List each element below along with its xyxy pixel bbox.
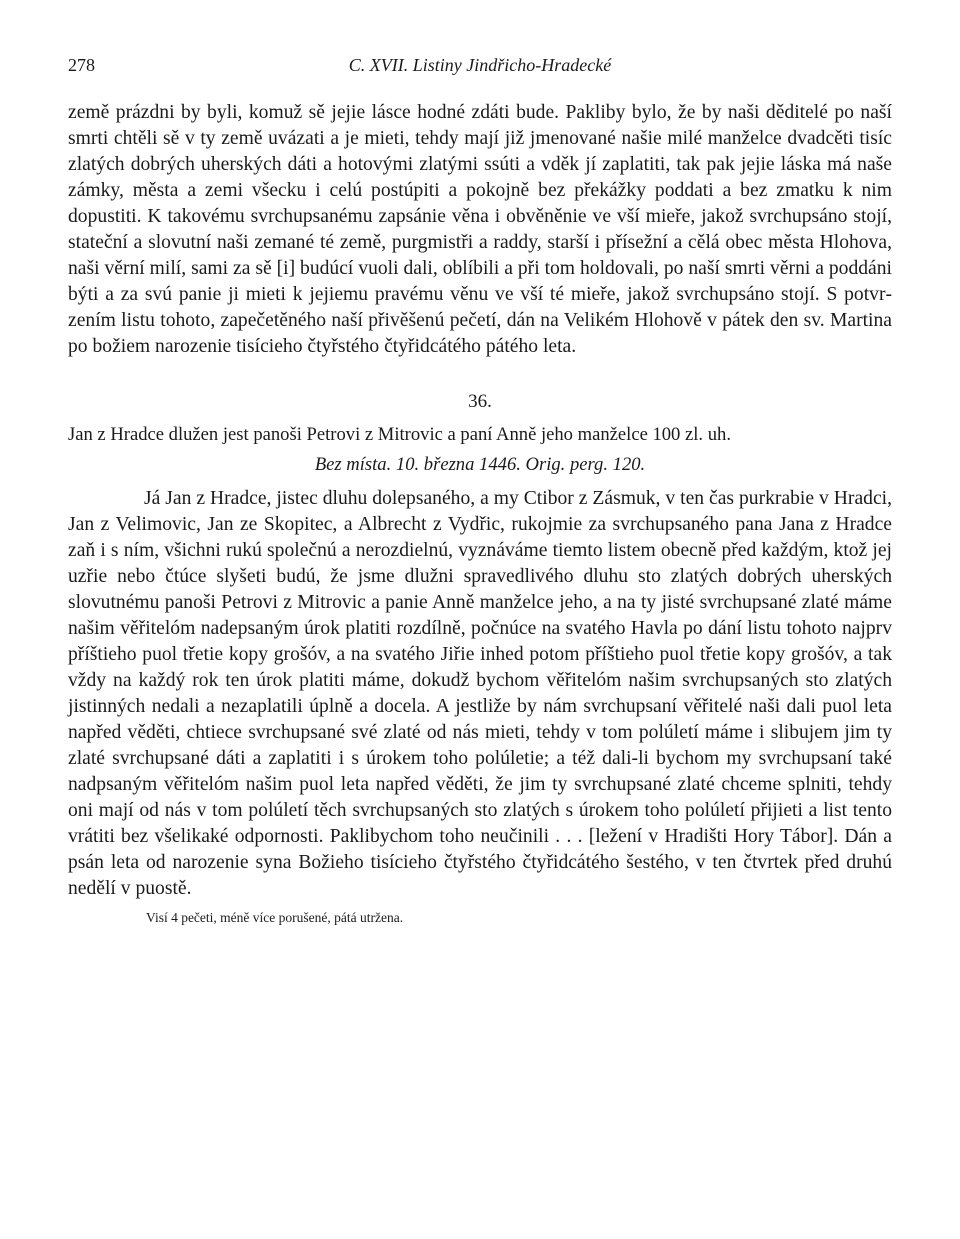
document-text (68, 486, 892, 902)
document-paragraph: Já Jan z Hradce, jistec dluhu dolepsaného, a my Ctibor z Zásmuk, v ten čas purkrabie v Hradci, Jan z Velimovic, Jan ze Skopitec, a Albrecht z Vydřic, rukojmie za svrchupsaného pana Jana z Hradce zaň i s ním, všichni rukú společnú a nerozdielnú, vyznáváme tiemto listem obecně před každým, ktož jej uzřie nebo čtúce slyšeti budú, že jsme dlužni spravedlivého dluhu sto zlatých dobrých uherských slovutnému panoši Petrovi z Mitrovic a panie Anně manželce jeho, a na ty jisté svrchupsané zlaté máme našim věřitelóm nadepsaným úrok platiti rozdílně, počnúce na svatého Havla po dání listu tohoto najprv příštieho puol třetie kopy grošóv, a na svatého Jiřie inhed potom příštieho puol třetie kopy grošóv, a tak vždy na každý rok ten úrok platiti máme, dokudž bychom věřitelóm našim svrchupsaných sto zlatých jistinných nedali a nezaplatili úplně a docela. A jestliže by nám svrchupsaní věřitelé naši dali puol leta napřed věděti, chtiece svrchupsané své zlaté od nás mieti, tehdy v tom polúletí máme i slibujem jim ty zlaté svrchupsané dáti a zaplatiti i s úrokem toho polúletie; a též dali-li bychom my svrchupsaní také nadpsaným věřitelóm našim puol leta napřed věděti, že jim ty svrchupsané zlaté chceme splniti, tehdy oni mají od nás v tom polúletí těch svrchupsaných sto zlatých s úrokem toho polúletí přijieti a list tento vrátiti bez všelikaké odpornosti. Paklibychom toho neučinili . . . [ležení v Hradišti Hory Tábor]. Dán a psán leta od narozenie syna Božieho tisícieho čtyřstého čtyřidcátého šestého, v ten čtvrtek před druhú nedělí v puostě. (68, 488, 892, 899)
previous-document-text: země prázdni by byli, komuž sě jejie lásce hodné zdáti bude. Pakliby bylo, že by naši děditelé po naší smrti chtěli sě v ty země uvázati a je mieti, tehdy mají již jmenované našie milé manželce dvadcěti tisíc zlatých dobrých uherských dáti a hotovými zlatými ssúti a vděk jí zaplatiti, tak pak jejie láska má naše zámky, města a zemi všecku i celú postúpiti a pokojně bez překážky poddati a bez zmatku k nim dopustiti. K takovému svrchupsanému zapsánie věna i obvěněnie ve vší mieře, jakož svrchupsáno stojí, stateční a slovutní naši zemané té země, purgmistři a raddy, starší i přísežní a cělá obec města Hlohova, naši věrní milí, sami za sě [i] budúcí vuoli dali, oblíbili a při tom holdovali, po naší smrti věrni a poddáni býti a za svú panie ji mieti k jejiemu pravému věnu ve vší té mieře, jakož svrchupsáno stojí. S potvrzením listu tohoto, zapečetěného naší přivěšenú pečetí, dán na Velikém Hlohově v pátek den sv. Martina po božiem narozenie tisícieho čtyřstého čtyřidcátého pátého leta. (68, 102, 892, 357)
document-regest: Jan z Hradce dlužen jest panoši Petrovi z Mitrovic a paní Anně jeho manželce 100 zl. uh. (68, 424, 731, 445)
previous-document (68, 100, 892, 360)
document-dating: Bez místa. 10. března 1446. Orig. perg. 120. (314, 454, 646, 475)
page-header (68, 55, 892, 83)
seal-note: Visí 4 pečeti, méně více porušené, pátá utržena. (146, 910, 404, 925)
running-title: C. XVII. Listiny Jindřicho-Hradecké (348, 55, 612, 75)
document-number: 36. (468, 391, 492, 412)
page-number: 278 (68, 55, 95, 75)
document-page (68, 55, 892, 927)
